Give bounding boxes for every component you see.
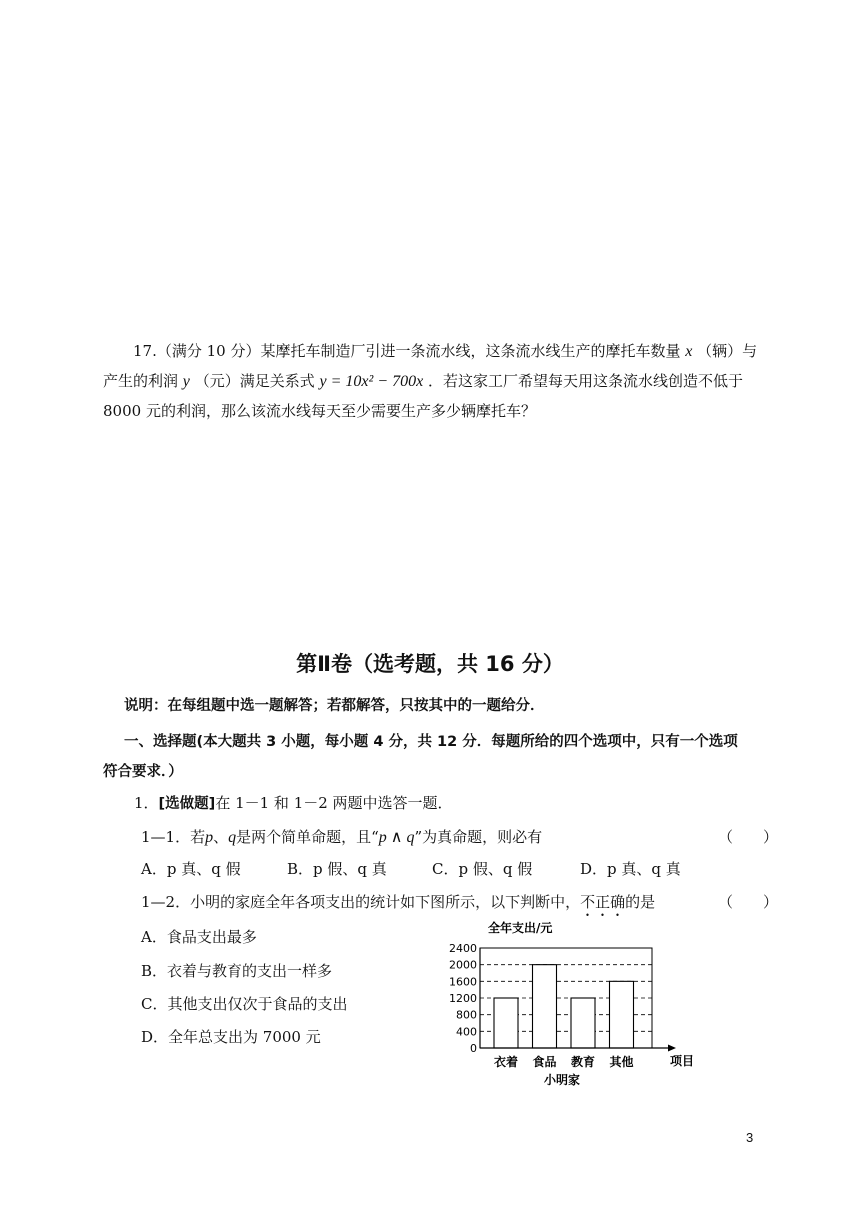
y-tick-labels [449, 942, 477, 1055]
problem-17-text: 产生的利润 [103, 372, 179, 390]
bars [494, 965, 634, 1048]
y-tick-label: 1600 [449, 975, 477, 989]
problem-17-text: ．若这家工厂希望每天用这条流水线创造不低于 [427, 372, 743, 390]
variable-q: q [228, 829, 237, 846]
question-1-2-text: 1—2．小明的家庭全年各项支出的统计如下图所示，以下判断中， [141, 893, 581, 911]
category-label: 其他 [609, 1055, 634, 1069]
question-1-1-text: 是两个简单命题，且“ [236, 828, 379, 846]
option-a: A．食品支出最多 [141, 928, 257, 946]
question-1-1-stem [141, 826, 542, 849]
bar-2 [571, 998, 595, 1048]
problem-17-line-1 [133, 340, 757, 363]
problem-17-text: （辆）与 [697, 342, 758, 360]
category-label: 食品 [532, 1055, 557, 1069]
chart-caption: 小明家 [544, 1073, 581, 1087]
y-tick-label: 400 [456, 1025, 477, 1039]
problem-17-line-2 [103, 370, 743, 393]
problem-17-line-3 [103, 400, 536, 422]
y-tick-label: 2000 [449, 958, 477, 972]
question-1-intro [134, 792, 453, 815]
question-1-2-text: 的是 [625, 893, 656, 911]
category-label: 教育 [570, 1055, 596, 1069]
problem-17-text: 17.（满分 10 分）某摩托车制造厂引进一条流水线，这条流水线生产的摩托车数量 [133, 342, 681, 360]
part-1-heading-line-2: 符合要求．） [103, 764, 183, 780]
profit-formula: y = 10x² − 700x [319, 373, 424, 390]
question-1-1-text: ”为真命题，则必有 [414, 828, 543, 846]
variable-y: y [182, 373, 190, 390]
answer-paren-1-1: （ ） [718, 828, 779, 846]
section-title: 第Ⅱ卷（选考题，共 16 分） [296, 652, 564, 676]
category-label: 衣着 [493, 1055, 519, 1069]
y-tick-label: 800 [456, 1008, 477, 1022]
question-1-text: 在 1－1 和 1－2 两题中选答一题． [215, 794, 453, 812]
y-axis-label: 全年支出/元 [488, 921, 553, 935]
option-b: B．p 假、q 真 [287, 860, 387, 878]
bar-1 [533, 965, 557, 1048]
separator: 、 [213, 828, 229, 846]
question-1-1-text: 1—1．若 [141, 828, 206, 846]
option-c: C．其他支出仅次于食品的支出 [141, 995, 348, 1013]
option-d: D．全年总支出为 7000 元 [141, 1028, 321, 1046]
y-tick-label: 0 [470, 1042, 477, 1055]
variable-p: p [205, 829, 214, 846]
option-b: B．衣着与教育的支出一样多 [141, 962, 333, 980]
variable-x: x [685, 343, 693, 360]
question-1-2-stem [141, 891, 655, 920]
y-tick-label: 2400 [449, 942, 477, 955]
y-tick-label: 1200 [449, 992, 477, 1005]
x-axis-label: 项目 [670, 1054, 695, 1068]
section-note: 说明：在每组题中选一题解答；若都解答，只按其中的一题给分． [124, 698, 545, 714]
problem-17-text: 8000 元的利润，那么该流水线每天至少需要生产多少辆摩托车？ [103, 402, 536, 420]
conjunction-expression: p ∧ q [378, 829, 415, 846]
option-d: D．p 真、q 真 [580, 860, 681, 878]
problem-17-text: （元）满足关系式 [194, 372, 315, 390]
bar-3 [610, 981, 634, 1048]
answer-paren-1-2: （ ） [718, 893, 779, 911]
part-1-heading-line-1: 一、选择题(本大题共 3 小题，每小题 4 分，共 12 分．每题所给的四个选项中，只有一个选项 [124, 734, 738, 750]
x-axis-arrow [668, 1045, 676, 1052]
page-number: 3 [746, 1130, 754, 1145]
category-labels [494, 1054, 634, 1069]
option-c: C．p 假、q 假 [432, 860, 533, 878]
emphasized-word: 不正确 [580, 893, 626, 911]
option-a: A．p 真、q 假 [141, 860, 241, 878]
optional-tag: [选做题] [158, 796, 216, 812]
expense-bar-chart [440, 918, 710, 1098]
question-number: 1． [134, 794, 159, 812]
bar-0 [494, 998, 518, 1048]
